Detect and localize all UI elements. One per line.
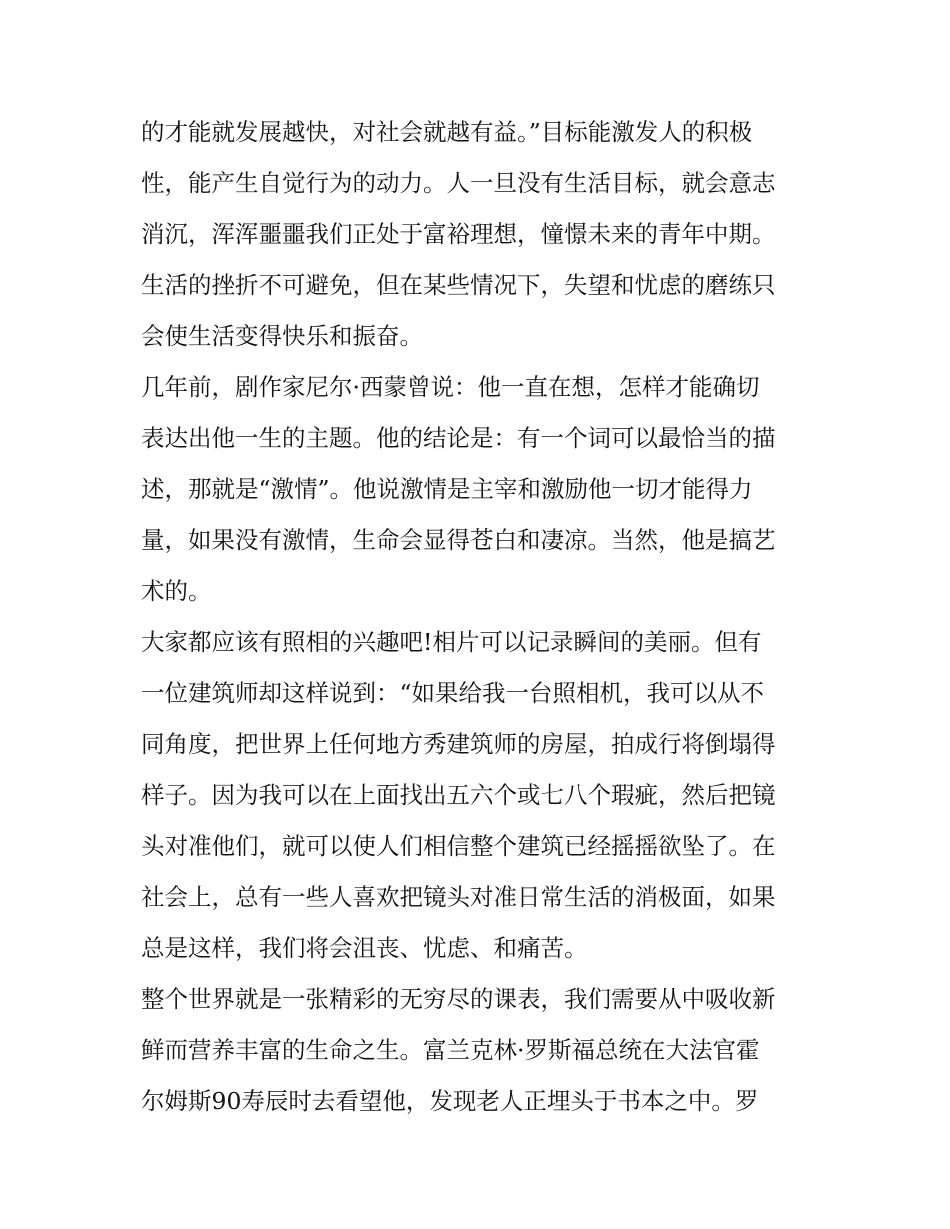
text-line: 几年前，剧作家尼尔·西蒙曾说：他一直在想，怎样才能确切 — [141, 373, 760, 401]
text-line: 述，那就是“激情”。他说激情是主宰和激励他一切才能得力 — [141, 475, 753, 503]
text-line: 表达出他一生的主题。他的结论是：有一个词可以最恰当的描 — [141, 424, 776, 452]
text-line: 头对准他们，就可以使人们相信整个建筑已经摇摇欲坠了。在 — [141, 832, 776, 860]
text-line: 样子。因为我可以在上面找出五六个或七八个瑕疵，然后把镜 — [141, 781, 776, 809]
body-text — [141, 107, 831, 1127]
text-line: 术的。 — [141, 577, 212, 605]
text-line: 会使生活变得快乐和振奋。 — [141, 322, 423, 350]
text-line: 量，如果没有激情，生命会显得苍白和凄凉。当然，他是搞艺 — [141, 526, 776, 554]
text-line: 一位建筑师却这样说到：“如果给我一台照相机，我可以从不 — [141, 679, 765, 707]
text-line: 整个世界就是一张精彩的无穷尽的课表，我们需要从中吸收新 — [141, 985, 776, 1013]
text-line: 的才能就发展越快，对社会就越有益。”目标能激发人的积极 — [141, 118, 753, 146]
text-line: 鲜而营养丰富的生命之生。富兰克林·罗斯福总统在大法官霍 — [141, 1036, 760, 1064]
text-line: 总是这样，我们将会沮丧、忧虑、和痛苦。 — [141, 934, 588, 962]
text-line: 消沉，浑浑噩噩我们正处于富裕理想，憧憬未来的青年中期。 — [141, 220, 776, 248]
text-line: 大家都应该有照相的兴趣吧!相片可以记录瞬间的美丽。但有 — [141, 628, 762, 656]
text-line: 同角度，把世界上任何地方秀建筑师的房屋，拍成行将倒塌得 — [141, 730, 776, 758]
text-line: 生活的挫折不可避免，但在某些情况下，失望和忧虑的磨练只 — [141, 271, 776, 299]
text-line: 性，能产生自觉行为的动力。人一旦没有生活目标，就会意志 — [141, 169, 776, 197]
text-line: 尔姆斯90寿辰时去看望他，发现老人正埋头于书本之中。罗 — [141, 1087, 759, 1115]
text-line: 社会上，总有一些人喜欢把镜头对准日常生活的消极面，如果 — [141, 883, 776, 911]
